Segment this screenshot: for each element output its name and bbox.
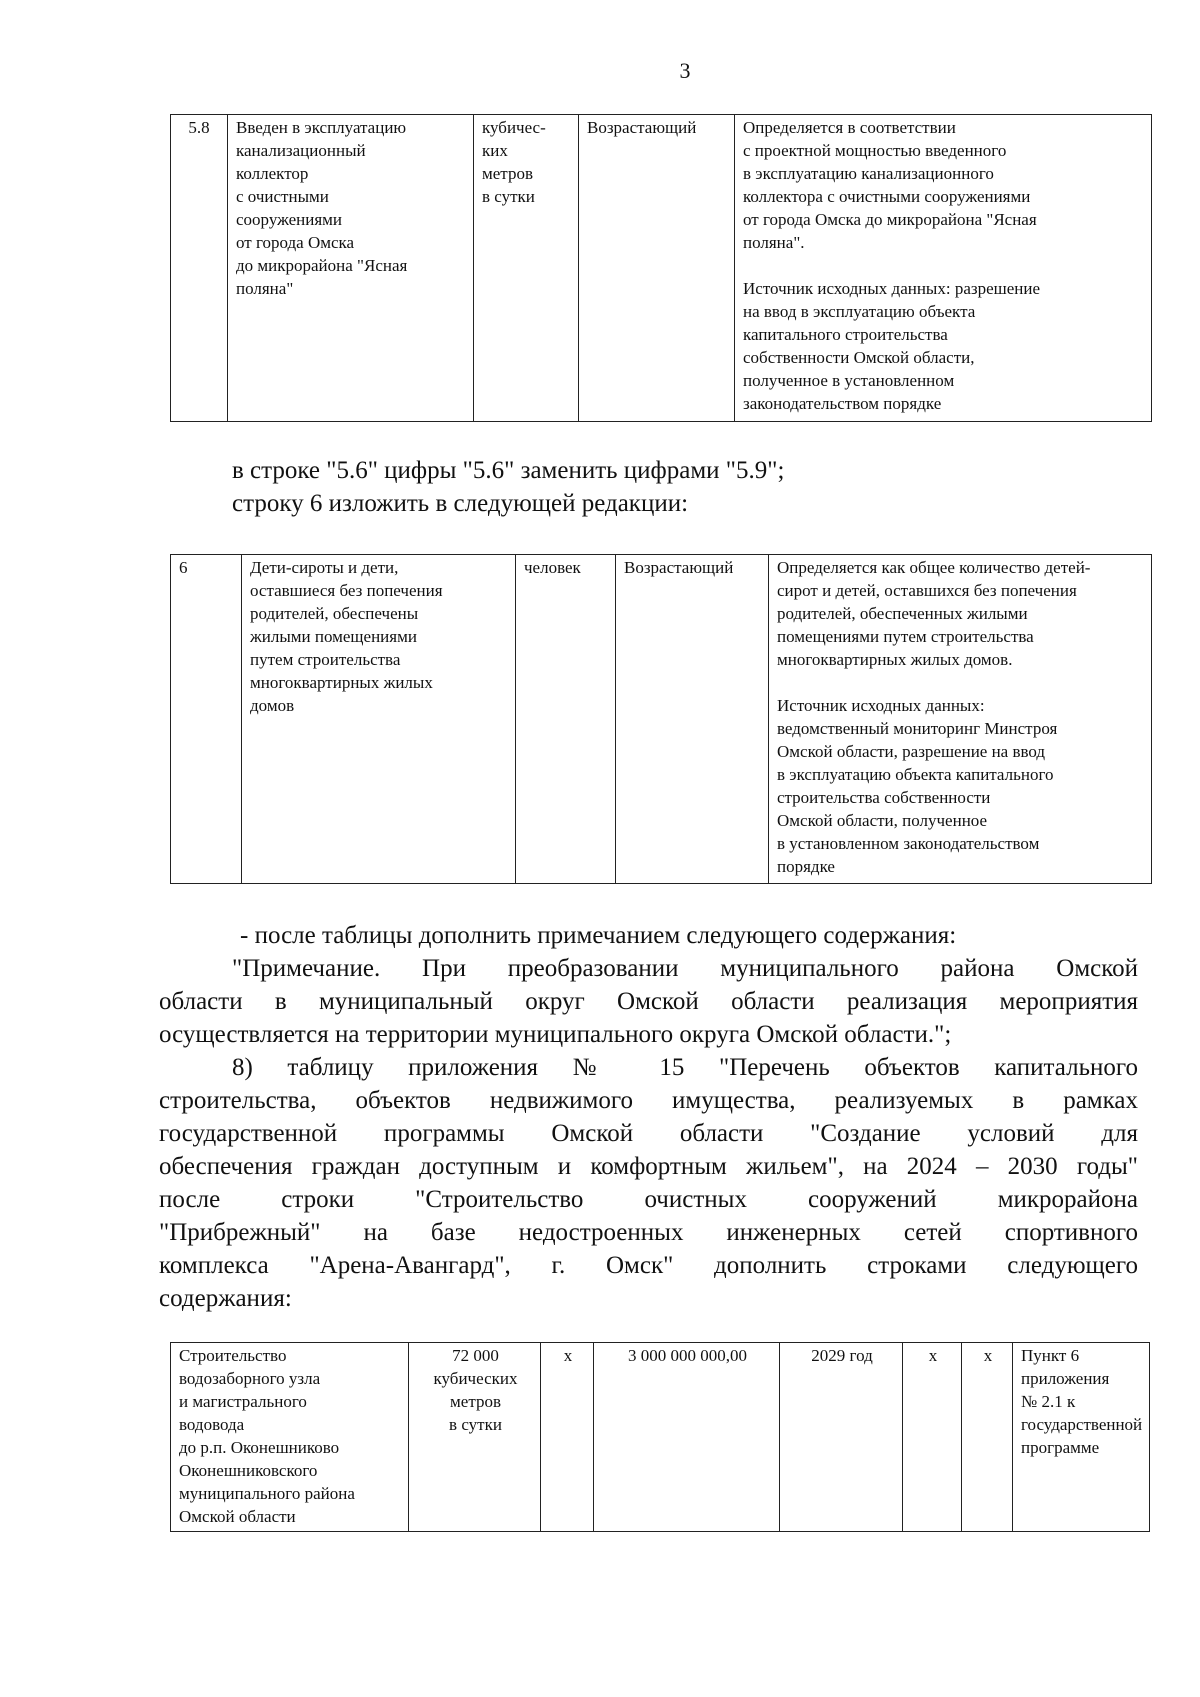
- note-intro: - после таблицы дополнить примечанием следующего содержания:: [240, 922, 957, 949]
- item8-line: "Прибрежный" на базе недостроенных инженерных сетей спортивного: [159, 1219, 1138, 1246]
- calculation-method: Определяется как общее количество детей- сирот и детей, оставшихся без попечения родителей, обеспеченных жилыми помещениями путем строительства многоквартирных жилых домов. Источник исходных данных: ведомственный мониторинг Минстроя Омской области, разрешение на ввод в эксплуатацию объекта капитального строительства собственности Омской области, полученное в установленном законодательством порядке: [769, 555, 1152, 884]
- program-reference: Пункт 6 приложения № 2.1 к государственной программе: [1013, 1343, 1150, 1532]
- unit-of-measure: кубичес- ких метров в сутки: [474, 115, 579, 422]
- cell-x: х: [903, 1343, 962, 1532]
- note-line: осуществляется на территории муниципального округа Омской области.";: [159, 1021, 952, 1048]
- object-name: Строительство водозаборного узла и магистрального водовода до р.п. Оконешниково Оконешниковского муниципального района Омской области: [171, 1343, 409, 1532]
- cell-x: х: [541, 1343, 594, 1532]
- capacity: 72 000 кубических метров в сутки: [409, 1343, 541, 1532]
- paragraph-replace-5-6: в строке "5.6" цифры "5.6" заменить цифрами "5.9";: [232, 457, 785, 484]
- indicator-table-6: [170, 554, 1152, 884]
- item8-line: строительства, объектов недвижимого имущества, реализуемых в рамках: [159, 1087, 1138, 1114]
- construction-objects-table: [170, 1342, 1150, 1532]
- paragraph-row-6-intro: строку 6 изложить в следующей редакции:: [232, 490, 689, 517]
- table-row: [171, 555, 1152, 884]
- row-number: 5.8: [171, 115, 228, 422]
- item8-line: 8) таблицу приложения № 15 "Перечень объектов капитального: [232, 1054, 1138, 1081]
- row-number: 6: [171, 555, 242, 884]
- trend: Возрастающий: [579, 115, 735, 422]
- item8-line: содержания:: [159, 1285, 292, 1312]
- item8-line: обеспечения граждан доступным и комфортным жильем", на 2024 – 2030 годы": [159, 1153, 1138, 1180]
- table-row: [171, 115, 1152, 422]
- note-line: области в муниципальный округ Омской области реализация мероприятия: [159, 988, 1138, 1015]
- table-row: [171, 1343, 1150, 1532]
- calculation-method: Определяется в соответствии с проектной мощностью введенного в эксплуатацию канализационного коллектора с очистными сооружениями от города Омска до микрорайона "Ясная поляна". Источник исходных данных: разрешение на ввод в эксплуатацию объекта капитального строительства собственности Омской области, полученное в установленном законодательством порядке: [735, 115, 1152, 422]
- item8-line: комплекса "Арена-Авангард", г. Омск" дополнить строками следующего: [159, 1252, 1138, 1279]
- item8-line: государственной программы Омской области "Создание условий для: [159, 1120, 1138, 1147]
- completion-year: 2029 год: [780, 1343, 903, 1532]
- item8-line: после строки "Строительство очистных сооружений микрорайона: [159, 1186, 1138, 1213]
- indicator-name: Введен в эксплуатацию канализационный коллектор с очистными сооружениями от города Омска до микрорайона "Ясная поляна": [228, 115, 474, 422]
- estimated-cost: 3 000 000 000,00: [594, 1343, 780, 1532]
- indicator-table-5-8: [170, 114, 1152, 422]
- unit-of-measure: человек: [516, 555, 616, 884]
- indicator-name: Дети-сироты и дети, оставшиеся без попечения родителей, обеспечены жилыми помещениями путем строительства многоквартирных жилых домов: [242, 555, 516, 884]
- note-line: "Примечание. При преобразовании муниципального района Омской: [232, 955, 1138, 982]
- page-number: 3: [679, 58, 691, 83]
- cell-x: х: [962, 1343, 1013, 1532]
- trend: Возрастающий: [616, 555, 769, 884]
